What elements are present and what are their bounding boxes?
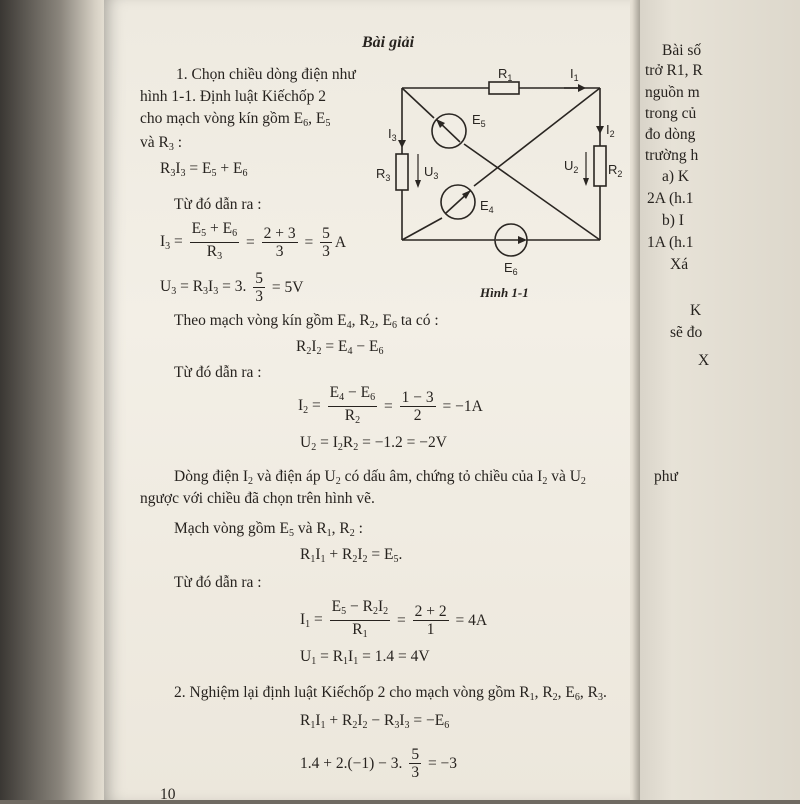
derive-text: Từ đó dẫn ra : bbox=[174, 196, 262, 213]
label-u2: $U_2$ bbox=[564, 158, 579, 175]
label-e4: $E_4$ bbox=[480, 198, 494, 215]
equation-2: $I_3$ = $\frac{E_5 + E_6}{R_3}$ = $\frac{2 + 3}{3}$ = $\frac{5}{3}$ A bbox=[160, 220, 347, 262]
page-number: 10 bbox=[160, 786, 176, 803]
next-line: 2A (h.1 bbox=[647, 190, 694, 207]
next-line: a) K bbox=[662, 168, 690, 185]
resistor-r3 bbox=[396, 154, 408, 190]
equation-8: $I_1$ = $\frac{E_5 - R_2I_2}{R_1}$ = $\frac{2 + 2}{1}$ = 4A bbox=[300, 598, 488, 640]
book-page bbox=[104, 0, 630, 803]
label-r1: $R_1$ bbox=[498, 66, 513, 83]
derive-text: Từ đó dẫn ra : bbox=[174, 364, 262, 381]
next-page bbox=[640, 0, 800, 800]
next-line: Xá bbox=[670, 256, 689, 273]
next-line: X bbox=[698, 352, 710, 369]
next-line: nguồn m bbox=[645, 84, 700, 101]
next-line: 1A (h.1 bbox=[647, 234, 694, 251]
loop-text: Theo mạch vòng kín gồm $E_4$, $R_2$, $E_6$ ta có : bbox=[174, 312, 439, 331]
intro-line: 1. Chọn chiều dòng điện như bbox=[176, 66, 356, 83]
equation-4: $R_2I_2 = E_4 - E_6$ bbox=[296, 338, 384, 357]
resistor-r2 bbox=[594, 146, 606, 186]
next-line: sẽ đo bbox=[670, 324, 703, 341]
next-line: K bbox=[690, 302, 702, 319]
equation-9: $U_1 = R_1I_1 = 1.4 = 4V$ bbox=[300, 648, 430, 667]
note-line: ngược với chiều đã chọn trên hình vẽ. bbox=[140, 490, 375, 507]
next-line: Bài số bbox=[662, 42, 702, 59]
next-line: b) I bbox=[662, 212, 684, 229]
intro-line: và $R_3$ : bbox=[140, 134, 183, 153]
figure-caption: Hình 1-1 bbox=[480, 285, 529, 300]
equation-10: $R_1I_1 + R_2I_2 - R_3I_3 = -E_6$ bbox=[300, 712, 450, 731]
page-title: Bài giải bbox=[362, 34, 415, 51]
next-line: đo dòng bbox=[645, 126, 696, 143]
equation-5: $I_2$ = $\frac{E_4 - E_6}{R_2}$ = $\frac{1 - 3}{2}$ = −1A bbox=[298, 384, 483, 426]
equation-7: $R_1I_1 + R_2I_2 = E_5$. bbox=[300, 546, 403, 565]
next-line: trở R1, R bbox=[645, 62, 703, 79]
label-e5: $E_5$ bbox=[472, 112, 486, 129]
label-r3: $R_3$ bbox=[376, 166, 391, 183]
circuit-diagram bbox=[374, 58, 623, 298]
next-line: trong củ bbox=[645, 105, 697, 122]
equation-1: $R_3I_3 = E_5 + E_6$ bbox=[160, 160, 248, 179]
label-i1: $I_1$ bbox=[570, 66, 579, 83]
equation-11: 1.4 + 2.(−1) − 3. $\frac{5}{3}$ = −3 bbox=[300, 746, 458, 781]
note-line: Dòng điện $I_2$ và điện áp $U_2$ có dấu âm, chứng tỏ chiều của $I_2$ và $U_2$ bbox=[174, 468, 586, 487]
loop-text: Mạch vòng gồm $E_5$ và $R_1$, $R_2$ : bbox=[174, 520, 363, 539]
label-u3: $U_3$ bbox=[424, 164, 439, 181]
derive-text: Từ đó dẫn ra : bbox=[174, 574, 262, 591]
label-r2: $R_2$ bbox=[608, 162, 623, 179]
equation-6: $U_2 = I_2R_2 = -1.2 = -2V$ bbox=[300, 434, 447, 453]
next-line: trường h bbox=[645, 147, 699, 164]
equation-3: $U_3 = R_3I_3 = 3$. $\frac{5}{3}$ = 5V bbox=[160, 270, 304, 305]
label-i3: $I_3$ bbox=[388, 126, 397, 143]
intro-line: cho mạch vòng kín gồm $E_6$, $E_5$ bbox=[140, 110, 331, 129]
intro-line: hình 1-1. Định luật Kiếchốp 2 bbox=[140, 88, 326, 105]
part2-text: 2. Nghiệm lại định luật Kiếchốp 2 cho mạch vòng gồm $R_1$, $R_2$, $E_6$, $R_3$. bbox=[174, 684, 607, 703]
resistor-r1 bbox=[489, 82, 519, 94]
label-i2: $I_2$ bbox=[606, 122, 615, 139]
label-e6: $E_6$ bbox=[504, 260, 518, 277]
next-line: phư bbox=[654, 468, 678, 485]
